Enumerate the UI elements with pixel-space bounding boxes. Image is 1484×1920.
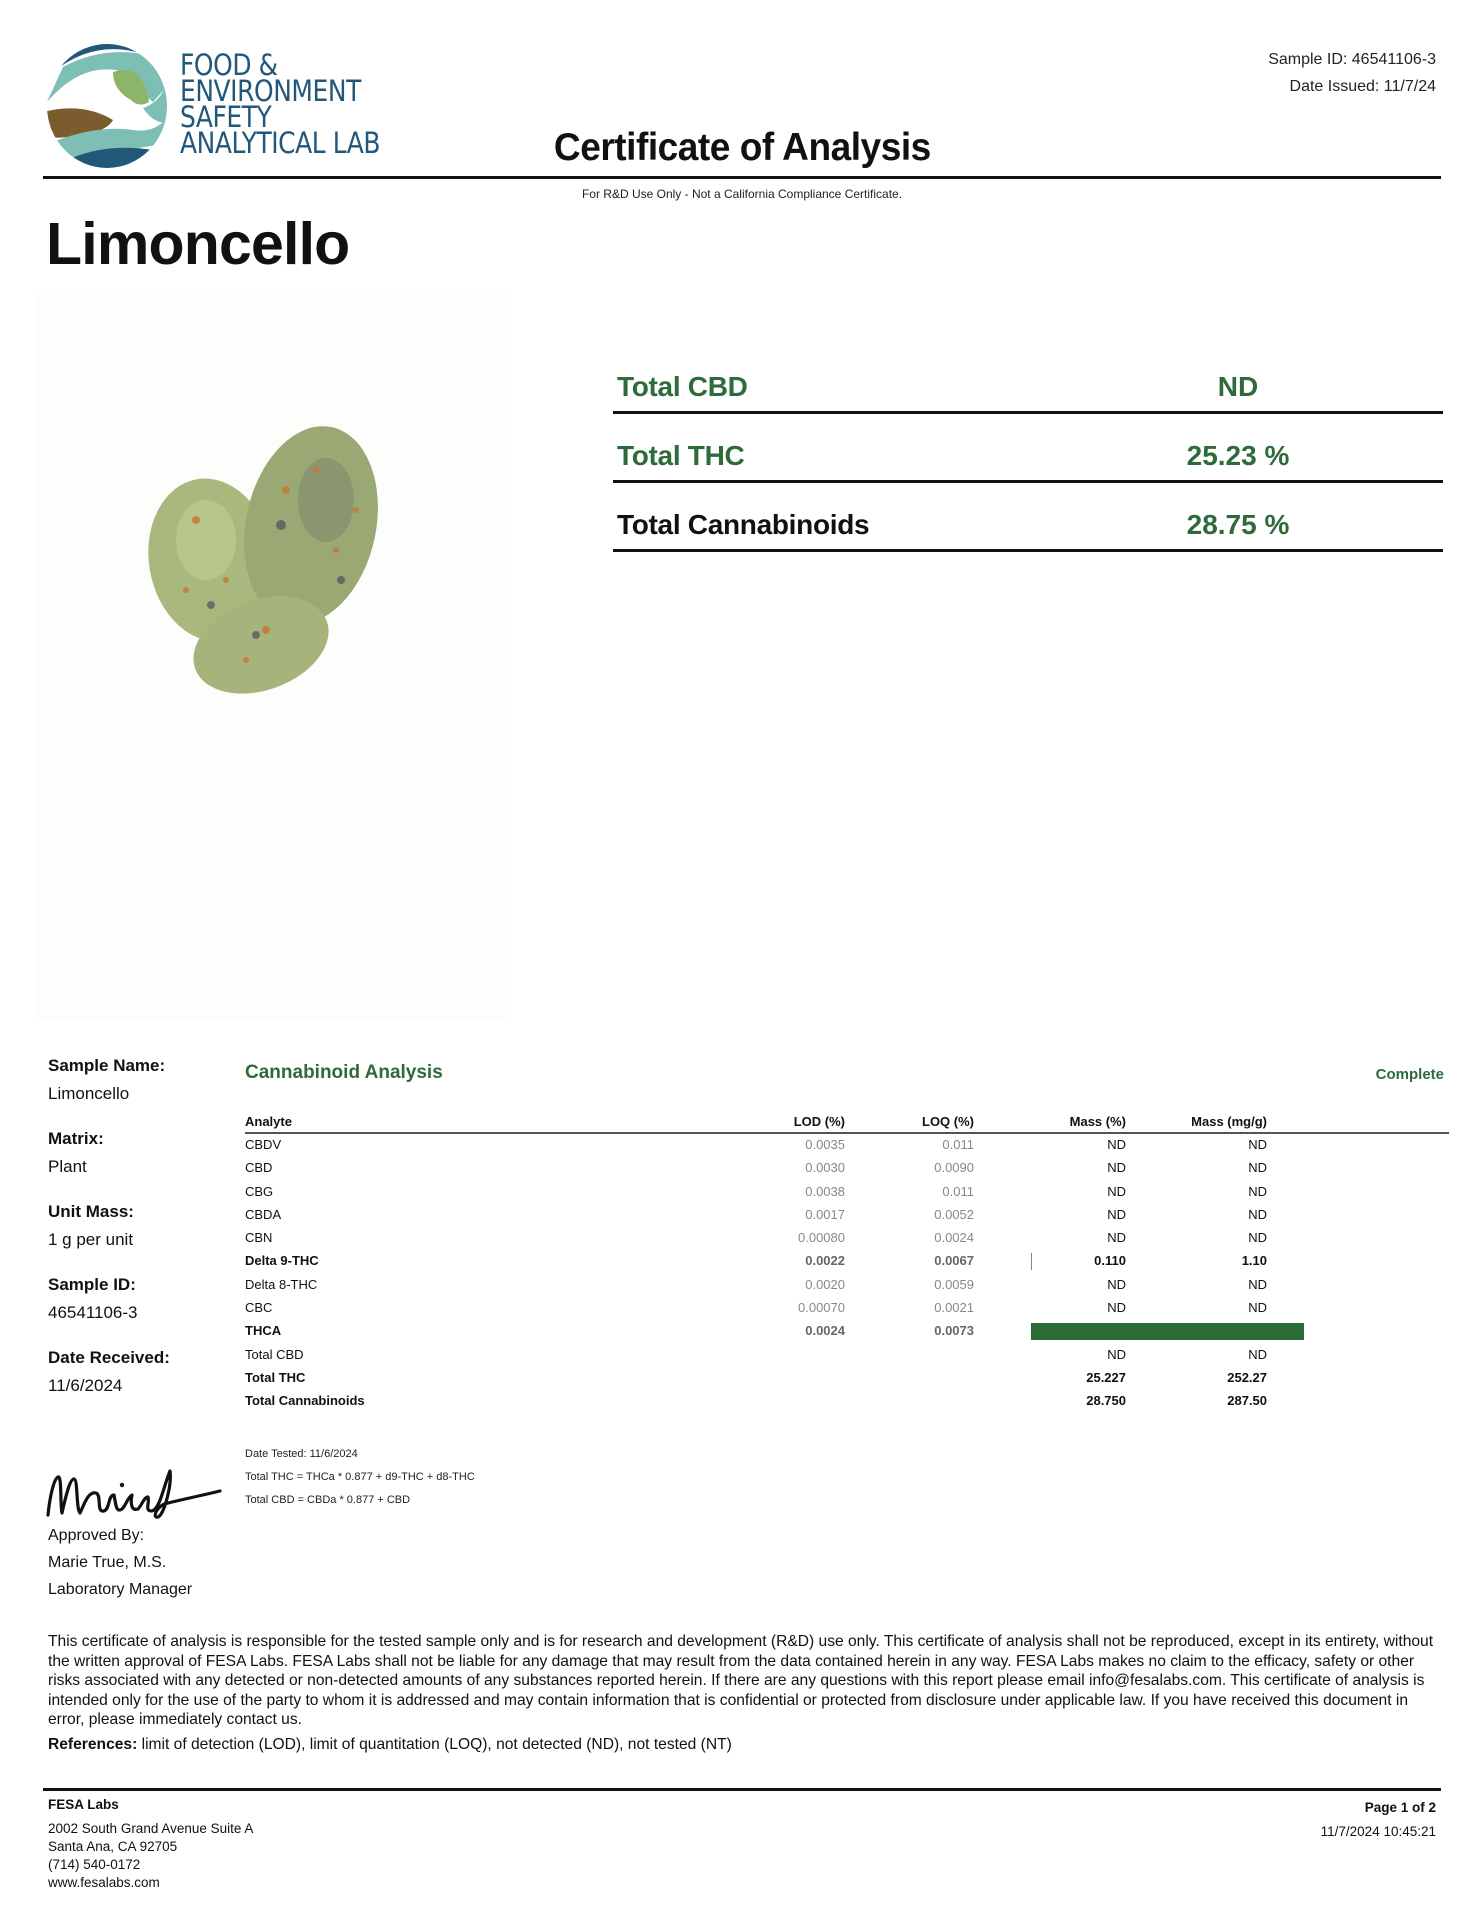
- table-row: [245, 1297, 1449, 1320]
- cell-mass-mg: ND: [1248, 1346, 1267, 1362]
- mass-bar: [1031, 1253, 1032, 1270]
- footer-divider: [43, 1788, 1441, 1791]
- approver-title: Laboratory Manager: [48, 1581, 193, 1598]
- cannabis-flower-image: [36, 290, 506, 1020]
- summary-row-total-cbd: [613, 345, 1443, 414]
- signature-icon: [44, 1465, 224, 1525]
- cell-mass-mg: ND: [1248, 1183, 1267, 1199]
- cell-loq: 0.0073: [934, 1323, 974, 1339]
- mass-bar: [1031, 1323, 1304, 1340]
- header-date-issued: Date Issued: 11/7/24: [1289, 78, 1436, 95]
- cell-loq: 0.0059: [934, 1276, 974, 1292]
- cell-analyte: CBG: [245, 1183, 274, 1199]
- footer-phone: (714) 540-0172: [48, 1857, 141, 1872]
- info-sample-name: [48, 1052, 238, 1108]
- cell-mass-mg: ND: [1248, 1137, 1267, 1152]
- cannabinoid-table: [245, 1112, 1449, 1414]
- potency-summary: [613, 345, 1443, 552]
- cell-mass-mg: ND: [1248, 1300, 1267, 1316]
- flower-illustration-icon: [36, 290, 506, 1020]
- table-row: [245, 1134, 1449, 1157]
- table-row: [245, 1250, 1449, 1273]
- column-header-mass-pct: Mass (%): [1069, 1114, 1126, 1129]
- table-row: [245, 1274, 1449, 1297]
- approver-name: Marie True, M.S.: [48, 1554, 167, 1571]
- cell-lod: 0.0035: [805, 1137, 845, 1152]
- footer-address: [48, 1796, 253, 1892]
- cell-analyte: CBN: [245, 1230, 273, 1246]
- summary-row-total-cannabinoids: [613, 483, 1443, 552]
- info-label: Date Received:: [48, 1348, 170, 1367]
- cell-lod: 0.0020: [805, 1276, 845, 1292]
- cell-mass-pct: 0.110: [1094, 1253, 1126, 1269]
- cell-analyte: Total CBD: [245, 1346, 304, 1362]
- table-header: [245, 1112, 1449, 1134]
- sample-info: [48, 1052, 238, 1417]
- cell-loq: 0.011: [942, 1183, 974, 1199]
- header-divider: [43, 176, 1441, 179]
- info-value: Plant: [48, 1157, 87, 1176]
- cell-mass-pct: ND: [1107, 1183, 1126, 1199]
- footer-website-link[interactable]: www.fesalabs.com: [48, 1875, 160, 1890]
- summary-label: Total Cannabinoids: [617, 509, 870, 540]
- cell-mass-pct: ND: [1107, 1160, 1126, 1176]
- cell-analyte: Delta 9-THC: [245, 1253, 319, 1269]
- cell-analyte: THCA: [245, 1323, 282, 1339]
- cell-analyte: CBDA: [245, 1206, 282, 1222]
- cell-mass-mg: 287.50: [1227, 1393, 1267, 1409]
- table-row: [245, 1320, 1449, 1343]
- summary-value: ND: [1217, 371, 1259, 402]
- footer-company: FESA Labs: [48, 1797, 119, 1812]
- table-row: [245, 1157, 1449, 1180]
- summary-label: Total CBD: [617, 371, 748, 402]
- document-subtitle: For R&D Use Only - Not a California Compliance Certificate.: [581, 187, 903, 201]
- logo-line: FOOD &: [180, 48, 278, 82]
- references-text: [48, 1736, 732, 1754]
- cell-mass-pct: ND: [1107, 1346, 1126, 1362]
- cell-mass-pct: ND: [1107, 1230, 1126, 1246]
- cell-mass-pct: 28.750: [1086, 1393, 1126, 1409]
- product-name: Limoncello: [46, 211, 350, 277]
- analysis-notes: [245, 1443, 475, 1512]
- document-title: [0, 126, 1484, 170]
- cell-loq: 0.011: [942, 1137, 974, 1152]
- footer-address-line: Santa Ana, CA 92705: [48, 1839, 178, 1854]
- cell-loq: 0.0052: [934, 1206, 974, 1222]
- summary-row-total-thc: [613, 414, 1443, 483]
- cell-loq: 0.0067: [934, 1253, 974, 1269]
- date-tested: Date Tested: 11/6/2024: [245, 1448, 358, 1460]
- page-number: Page 1 of 2: [1364, 1800, 1436, 1815]
- info-value: Limoncello: [48, 1084, 130, 1103]
- total-cbd-formula: Total CBD = CBDa * 0.877 + CBD: [245, 1494, 411, 1506]
- table-body: [245, 1134, 1449, 1414]
- cell-loq: 0.0021: [934, 1300, 974, 1316]
- logo-line: SAFETY: [180, 100, 272, 134]
- cell-analyte: CBD: [245, 1160, 273, 1176]
- analysis-status-badge: Complete: [1375, 1066, 1444, 1083]
- table-row: [245, 1344, 1449, 1367]
- approval-block: [48, 1522, 192, 1603]
- cell-analyte: Total Cannabinoids: [245, 1393, 365, 1409]
- table-row: [245, 1367, 1449, 1390]
- column-header-loq: LOQ (%): [922, 1114, 974, 1129]
- footer-timestamp: 11/7/2024 10:45:21: [1320, 1824, 1436, 1839]
- summary-value: 25.23 %: [1186, 440, 1290, 471]
- table-row: [245, 1390, 1449, 1413]
- info-value: 1 g per unit: [48, 1230, 134, 1249]
- cell-mass-mg: ND: [1248, 1276, 1267, 1292]
- cell-analyte: CBC: [245, 1300, 273, 1316]
- header-sample-id: Sample ID: 46541106-3: [1268, 51, 1436, 68]
- cell-mass-mg: ND: [1248, 1230, 1267, 1246]
- cell-lod: 0.0038: [805, 1183, 845, 1199]
- info-sample-id: [48, 1271, 238, 1327]
- analysis-title: Cannabinoid Analysis: [245, 1062, 443, 1083]
- cell-mass-mg: ND: [1248, 1160, 1267, 1176]
- logo-line: ANALYTICAL LAB: [180, 126, 381, 160]
- info-value: 11/6/2024: [48, 1376, 123, 1395]
- logo-line: ENVIRONMENT: [180, 74, 361, 108]
- cell-mass-mg: 1.10: [1241, 1253, 1267, 1269]
- approved-by-label: Approved By:: [48, 1527, 145, 1544]
- info-matrix: [48, 1125, 238, 1181]
- info-unit-mass: [48, 1198, 238, 1254]
- cell-lod: 0.0022: [805, 1253, 845, 1269]
- cell-mass-pct: ND: [1107, 1300, 1126, 1316]
- info-date-received: [48, 1344, 238, 1400]
- column-header-analyte: Analyte: [245, 1114, 292, 1129]
- cell-lod: 0.00080: [798, 1230, 845, 1246]
- document-title-text: Certificate of Analysis: [553, 126, 931, 169]
- disclaimer-text: This certificate of analysis is responsible for the tested sample only and is for research and development (R&D) use only. This certificate of analysis shall not be reproduced, except in its entirety, without the written approval of FESA Labs. FESA Labs shall not be liable for any damage that may result from the data contained herein in any way. FESA Labs makes no claim to the efficacy, safety or other risks associated with any detected or non-detected amounts of any substances reported herein. If there are any questions with this report please email info@fesalabs.com. This certificate of analysis is intended only for the use of the party to whom it is addressed and may contain information that is confidential or protected from disclosure under applicable law. If you have received this document in error, please immediately contact us.: [48, 1633, 1434, 1728]
- cell-mass-pct: ND: [1107, 1276, 1126, 1292]
- cell-mass-pct: 25.227: [1086, 1369, 1126, 1385]
- cell-mass-pct: ND: [1107, 1137, 1126, 1152]
- references-label: References:: [48, 1736, 138, 1753]
- cell-mass-mg: ND: [1248, 1206, 1267, 1222]
- cell-analyte: CBDV: [245, 1137, 282, 1152]
- cell-analyte: Delta 8-THC: [245, 1276, 318, 1292]
- table-row: [245, 1204, 1449, 1227]
- sample-meta: [1268, 46, 1436, 100]
- info-label: Sample Name:: [48, 1056, 166, 1075]
- info-label: Matrix:: [48, 1129, 104, 1148]
- cell-lod: 0.0030: [805, 1160, 845, 1176]
- footer-address-line: 2002 South Grand Avenue Suite A: [48, 1821, 254, 1836]
- table-row: [245, 1227, 1449, 1250]
- column-header-mass-mg: Mass (mg/g): [1191, 1114, 1267, 1129]
- column-header-lod: LOD (%): [793, 1114, 845, 1129]
- summary-value: 28.75 %: [1186, 509, 1290, 540]
- cell-lod: 0.00070: [798, 1300, 845, 1316]
- cell-mass-mg: 252.27: [1227, 1369, 1267, 1385]
- table-row: [245, 1181, 1449, 1204]
- info-label: Unit Mass:: [48, 1202, 134, 1221]
- footer-page-info: [1321, 1796, 1436, 1844]
- references-body: limit of detection (LOD), limit of quantitation (LOQ), not detected (ND), not tested (NT): [137, 1736, 732, 1753]
- info-value: 46541106-3: [48, 1303, 138, 1322]
- summary-label: Total THC: [617, 440, 745, 471]
- cell-mass-pct: ND: [1107, 1206, 1126, 1222]
- info-label: Sample ID:: [48, 1275, 136, 1294]
- cell-loq: 0.0090: [934, 1160, 974, 1176]
- total-thc-formula: Total THC = THCa * 0.877 + d9-THC + d8-THC: [245, 1471, 475, 1483]
- cell-analyte: Total THC: [245, 1369, 306, 1385]
- cell-lod: 0.0017: [805, 1206, 845, 1222]
- cell-loq: 0.0024: [934, 1230, 974, 1246]
- cell-lod: 0.0024: [805, 1323, 845, 1339]
